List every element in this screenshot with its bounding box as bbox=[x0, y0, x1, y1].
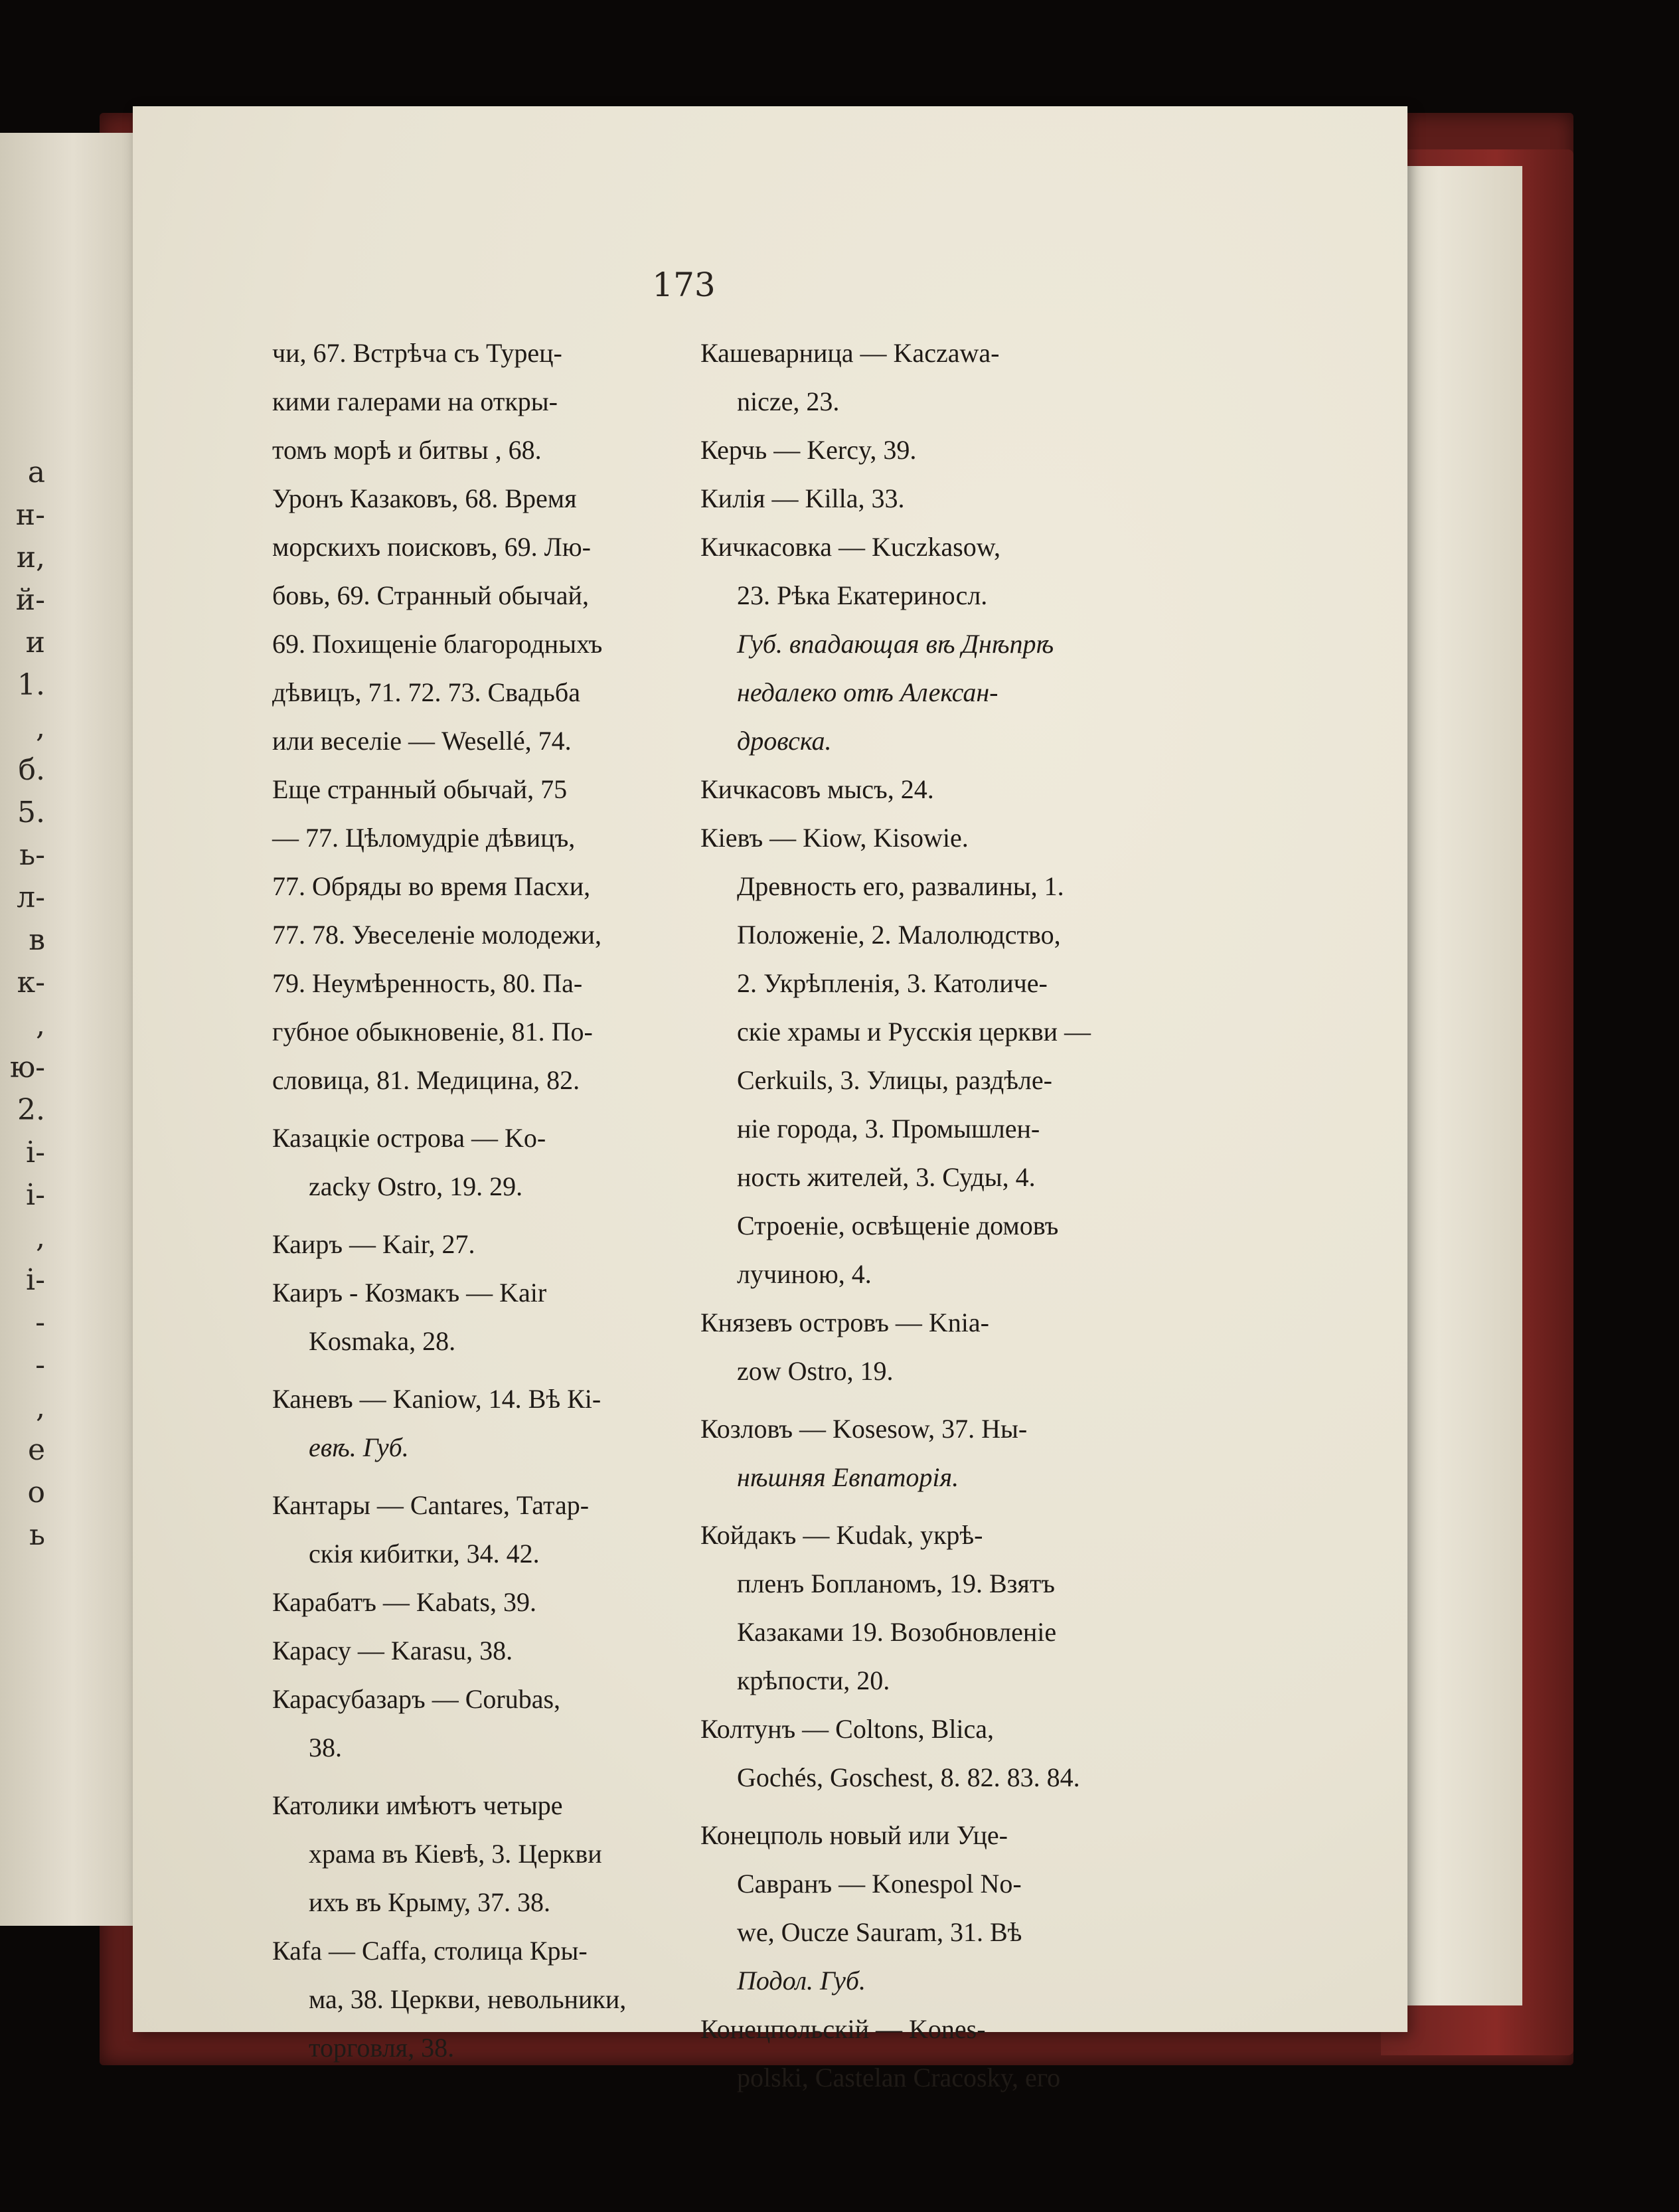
index-line: Карабатъ — Kabats, 39. bbox=[272, 1587, 536, 1617]
index-line: нѣшняя Евпаторія. bbox=[737, 1462, 959, 1492]
index-line: ніе города, 3. Промышлен- bbox=[737, 1114, 1040, 1144]
index-line: — 77. Цѣломудріе дѣвицъ, bbox=[272, 823, 576, 853]
index-column-left bbox=[272, 329, 697, 2072]
index-line: дѣвицъ, 71. 72. 73. Свадьба bbox=[272, 677, 580, 707]
previous-page-fragment: й- bbox=[15, 583, 45, 617]
index-line: Уронъ Казаковъ, 68. Время bbox=[272, 483, 577, 513]
index-line: Конецполь новый или Уце- bbox=[700, 1820, 1008, 1850]
index-line: бовь, 69. Странный обычай, bbox=[272, 580, 589, 610]
previous-page-text-fragments bbox=[5, 452, 45, 1557]
previous-page-fragment: - bbox=[35, 1348, 45, 1382]
previous-page-fragment: 5. bbox=[17, 796, 45, 829]
previous-page-fragment: ь- bbox=[19, 838, 45, 872]
index-line: Казацкіе острова — Ko- bbox=[272, 1123, 546, 1153]
previous-page-fragment: і- bbox=[26, 1136, 45, 1169]
index-line: Gochés, Goschest, 8. 82. 83. 84. bbox=[737, 1762, 1080, 1792]
index-line: Католики имѣютъ четыре bbox=[272, 1790, 563, 1820]
index-line: 79. Неумѣренность, 80. Па- bbox=[272, 968, 583, 998]
index-line: Савранъ — Konespol No- bbox=[737, 1869, 1022, 1899]
index-line: 2. Укрѣпленія, 3. Католиче- bbox=[737, 968, 1048, 998]
index-line: Конецпольскій — Kones- bbox=[700, 2014, 986, 2044]
previous-page-fragment: 1. bbox=[17, 668, 45, 702]
index-line: zacky Ostro, 19. 29. bbox=[309, 1171, 523, 1201]
previous-page bbox=[0, 133, 133, 1926]
index-line: Князевъ островъ — Knia- bbox=[700, 1308, 989, 1337]
index-line: Козловъ — Kosesow, 37. Ны- bbox=[700, 1414, 1028, 1444]
index-line: Каневъ — Kaniow, 14. Вѣ Кі- bbox=[272, 1384, 601, 1414]
previous-page-fragment: ь bbox=[29, 1518, 45, 1552]
index-line: Cerkuils, 3. Улицы, раздѣле- bbox=[737, 1065, 1052, 1095]
previous-page-fragment: о bbox=[27, 1476, 45, 1509]
previous-page-fragment: н- bbox=[15, 498, 45, 532]
index-line: nicze, 23. bbox=[737, 386, 840, 416]
index-line: Кичкасовъ мысъ, 24. bbox=[700, 774, 934, 804]
index-line: Кичкасовка — Kuczkasow, bbox=[700, 532, 1001, 562]
previous-page-fragment: , bbox=[36, 1391, 45, 1424]
index-line: Казаками 19. Возобновленіе bbox=[737, 1617, 1057, 1647]
index-line: Подол. Губ. bbox=[737, 1966, 866, 1996]
index-line: 69. Похищеніе благородныхъ bbox=[272, 629, 603, 659]
previous-page-fragment: а bbox=[27, 456, 45, 489]
previous-page-fragment: 2. bbox=[17, 1093, 45, 1127]
index-line: или веселіе — Wesellé, 74. bbox=[272, 726, 572, 756]
index-line: ность жителей, 3. Суды, 4. bbox=[737, 1162, 1036, 1192]
index-line: словица, 81. Медицина, 82. bbox=[272, 1065, 580, 1095]
previous-page-fragment: л- bbox=[17, 881, 45, 914]
index-line: 23. Рѣка Екатериносл. bbox=[737, 580, 988, 610]
previous-page-fragment: ю- bbox=[9, 1051, 45, 1084]
index-line: торговля, 38. bbox=[309, 2033, 455, 2063]
index-line: polski, Castelan Cracosky, его bbox=[737, 2063, 1061, 2092]
index-line: храма въ Кіевѣ, 3. Церкви bbox=[309, 1839, 602, 1869]
index-line: крѣпости, 20. bbox=[737, 1665, 890, 1695]
index-line: zow Ostro, 19. bbox=[737, 1356, 894, 1386]
previous-page-fragment: и, bbox=[16, 541, 45, 574]
index-line: дровска. bbox=[737, 726, 832, 756]
previous-page-fragment: , bbox=[36, 711, 45, 744]
index-line: недалеко отѣ Алексан- bbox=[737, 677, 999, 707]
index-line: ма, 38. Церкви, невольники, bbox=[309, 1984, 627, 2014]
index-column-right bbox=[700, 329, 1178, 2102]
index-line: Керчь — Kercy, 39. bbox=[700, 435, 917, 465]
previous-page-fragment: і- bbox=[26, 1263, 45, 1297]
index-line: Каиръ - Козмакъ — Kair bbox=[272, 1278, 547, 1308]
previous-page-fragment: - bbox=[35, 1306, 45, 1339]
index-line: томъ морѣ и битвы , 68. bbox=[272, 435, 542, 465]
index-line: Килія — Killa, 33. bbox=[700, 483, 905, 513]
index-line: Колтунъ — Coltons, Blica, bbox=[700, 1714, 995, 1744]
page-number: 173 bbox=[652, 266, 716, 304]
index-line: Губ. впадающая вѣ Днѣпрѣ bbox=[737, 629, 1054, 659]
previous-page-fragment: и bbox=[25, 626, 45, 659]
index-line: 77. Обряды во время Пасхи, bbox=[272, 871, 591, 901]
index-line: пленъ Бопланомъ, 19. Взятъ bbox=[737, 1569, 1055, 1598]
index-line: губное обыкновеніе, 81. По- bbox=[272, 1017, 593, 1047]
index-line: ихъ въ Крыму, 37. 38. bbox=[309, 1887, 551, 1917]
index-line: Каиръ — Kair, 27. bbox=[272, 1229, 475, 1259]
index-line: Кашеварница — Kaczawa- bbox=[700, 338, 1000, 368]
previous-page-fragment: к- bbox=[17, 966, 45, 999]
index-line: морскихъ поисковъ, 69. Лю- bbox=[272, 532, 591, 562]
index-line: Положеніе, 2. Малолюдство, bbox=[737, 920, 1061, 950]
index-line: скія кибитки, 34. 42. bbox=[309, 1539, 540, 1569]
index-line: кими галерами на откры- bbox=[272, 386, 558, 416]
index-line: Кіевъ — Kiow, Kisowie. bbox=[700, 823, 969, 853]
index-line: Карасубазаръ — Corubas, bbox=[272, 1684, 561, 1714]
index-line: скіе храмы и Русскія церкви — bbox=[737, 1017, 1091, 1047]
previous-page-fragment: е bbox=[27, 1433, 45, 1467]
index-line: чи, 67. Встрѣча съ Турец- bbox=[272, 338, 562, 368]
index-line: Древность его, развалины, 1. bbox=[737, 871, 1064, 901]
index-line: Строеніе, освѣщеніе домовъ bbox=[737, 1211, 1059, 1240]
index-line: Кантары — Cantares, Татар- bbox=[272, 1490, 590, 1520]
previous-page-fragment: в bbox=[29, 923, 45, 957]
index-line: 38. bbox=[309, 1733, 342, 1762]
index-line: евѣ. Губ. bbox=[309, 1432, 409, 1462]
index-line: Еще странный обычай, 75 bbox=[272, 774, 568, 804]
index-line: Каfа — Caffa, столица Кры- bbox=[272, 1936, 588, 1966]
previous-page-fragment: і- bbox=[26, 1178, 45, 1212]
index-line: we, Oucze Sauram, 31. Вѣ bbox=[737, 1917, 1022, 1947]
index-line: Койдакъ — Kudak, укрѣ- bbox=[700, 1520, 983, 1550]
previous-page-fragment: , bbox=[36, 1221, 45, 1254]
index-line: Kosmaka, 28. bbox=[309, 1326, 456, 1356]
previous-page-fragment: б. bbox=[18, 753, 45, 787]
index-line: 77. 78. Увеселеніе молодежи, bbox=[272, 920, 601, 950]
previous-page-fragment: , bbox=[36, 1008, 45, 1042]
index-line: Карасу — Karasu, 38. bbox=[272, 1636, 513, 1665]
index-line: лучиною, 4. bbox=[737, 1259, 872, 1289]
